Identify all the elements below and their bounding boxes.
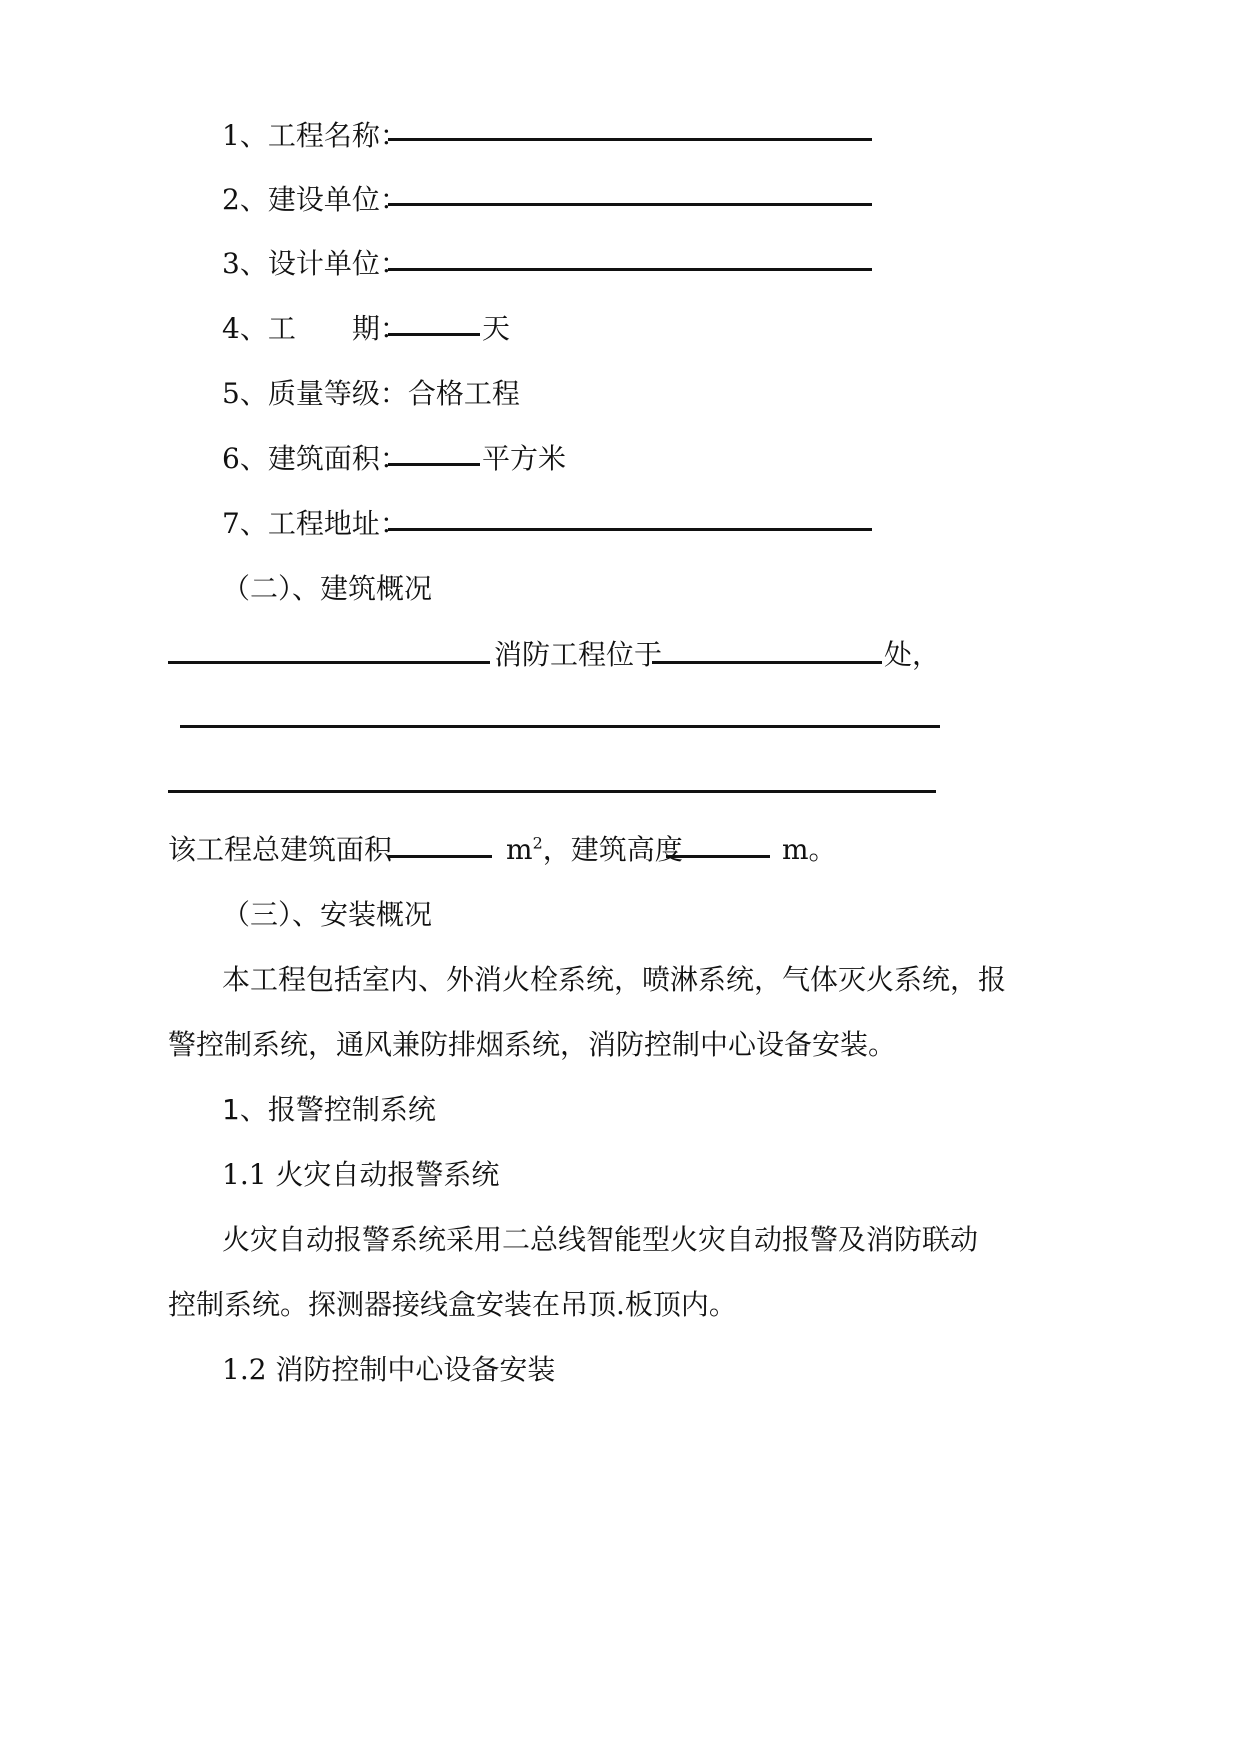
field-label: 4、工 期：	[222, 312, 408, 345]
sub1-1-heading: 1.1 火灾自动报警系统	[222, 1158, 500, 1191]
location-blank	[652, 661, 882, 664]
height-blank	[666, 855, 770, 858]
project-blank	[168, 661, 490, 664]
section2-heading: （二）、建筑概况	[222, 572, 433, 605]
field-label: 7、工程地址：	[222, 507, 408, 540]
project-name-blank	[388, 138, 872, 141]
height-label: ，建筑高度	[542, 833, 683, 866]
section2-location-text: 消防工程位于	[494, 638, 663, 671]
field-developer	[222, 182, 408, 218]
area-unit: m	[506, 833, 533, 866]
area-unit: 平方米	[482, 442, 567, 475]
total-area-blank	[388, 855, 492, 858]
section3-intro-line-1: 本工程包括室内、外消火栓系统，喷淋系统，气体灭火系统，报	[222, 963, 1007, 996]
area-blank	[388, 463, 480, 466]
field-label: 6、建筑面积：	[222, 442, 408, 475]
area-height-line	[168, 832, 392, 868]
field-label: 3、设计单位：	[222, 247, 408, 280]
field-designer	[222, 246, 408, 282]
field-duration	[222, 311, 408, 347]
field-label: 2、建设单位：	[222, 183, 408, 216]
address-blank	[388, 528, 872, 531]
description-blank-2	[168, 790, 936, 793]
duration-unit: 天	[482, 312, 511, 345]
developer-blank	[388, 203, 872, 206]
section3-intro-line-2: 警控制系统，通风兼防排烟系统，消防控制中心设备安装。	[168, 1028, 897, 1061]
section2-location-end: 处，	[884, 638, 941, 671]
field-label: 5、质量等级：	[222, 377, 408, 410]
description-blank-1	[180, 725, 940, 728]
designer-blank	[388, 268, 872, 271]
field-project-name	[222, 118, 408, 154]
field-area	[222, 441, 408, 477]
sub1-heading: 1、报警控制系统	[222, 1093, 436, 1126]
duration-blank	[388, 333, 480, 336]
section3-heading: （三）、安装概况	[222, 898, 433, 931]
field-address	[222, 506, 408, 542]
field-value: 合格工程	[407, 377, 520, 410]
area-prefix: 该工程总建筑面积	[168, 833, 393, 866]
sub1-1-body-line-2: 控制系统。探测器接线盒安装在吊顶.板顶内。	[168, 1288, 737, 1321]
field-quality	[222, 376, 520, 412]
area-unit-text	[506, 832, 683, 868]
field-label: 1、工程名称：	[222, 119, 408, 152]
area-unit-sup: 2	[532, 833, 543, 853]
sub1-2-heading: 1.2 消防控制中心设备安装	[222, 1353, 556, 1386]
height-unit: m。	[782, 833, 837, 866]
sub1-1-body-line-1: 火灾自动报警系统采用二总线智能型火灾自动报警及消防联动	[222, 1223, 979, 1256]
